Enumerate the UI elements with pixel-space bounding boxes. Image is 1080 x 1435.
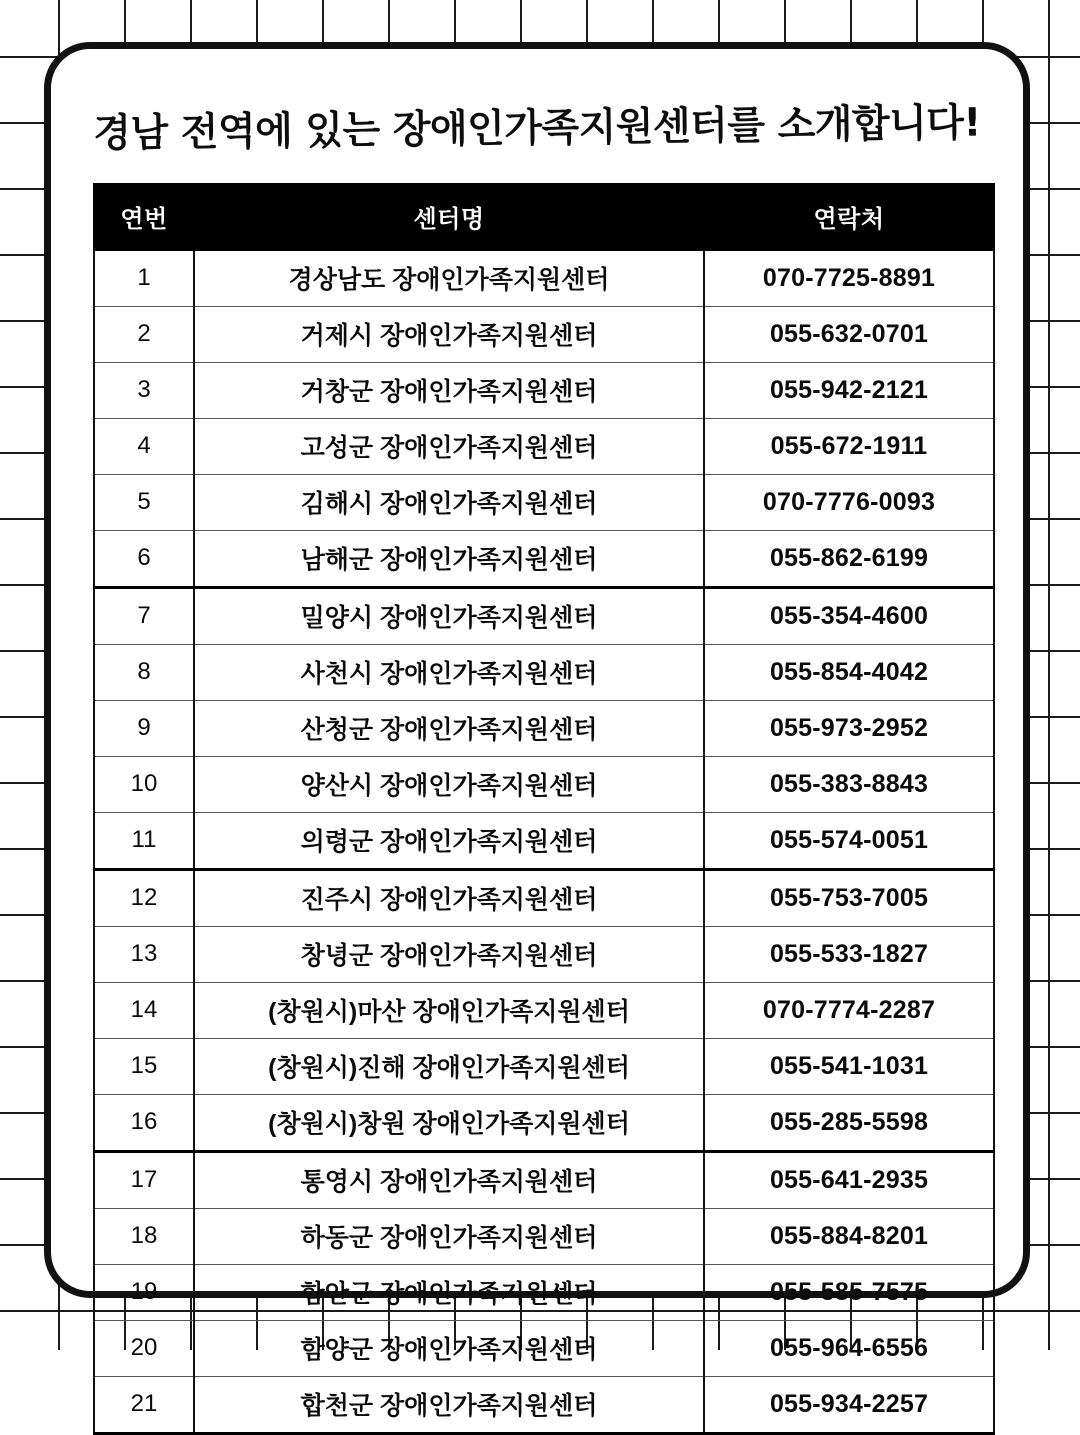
cell-phone[interactable]: 070-7776-0093 (704, 475, 994, 531)
cell-center-name: 양산시 장애인가족지원센터 (194, 757, 704, 813)
cell-no: 4 (94, 419, 194, 475)
cell-center-name: 경상남도 장애인가족지원센터 (194, 250, 704, 307)
cell-center-name: 창녕군 장애인가족지원센터 (194, 927, 704, 983)
cell-phone[interactable]: 055-632-0701 (704, 307, 994, 363)
cell-phone[interactable]: 055-541-1031 (704, 1039, 994, 1095)
cell-no: 6 (94, 531, 194, 588)
cell-center-name: 남해군 장애인가족지원센터 (194, 531, 704, 588)
cell-phone[interactable]: 055-934-2257 (704, 1377, 994, 1434)
table-row (94, 1152, 994, 1209)
cell-no: 7 (94, 588, 194, 645)
cell-no: 8 (94, 645, 194, 701)
cell-phone[interactable]: 055-641-2935 (704, 1152, 994, 1209)
column-header-name: 센터명 (194, 184, 704, 250)
cell-no: 18 (94, 1209, 194, 1265)
cell-no: 10 (94, 757, 194, 813)
cell-no: 21 (94, 1377, 194, 1434)
cell-center-name: 거창군 장애인가족지원센터 (194, 363, 704, 419)
column-header-phone: 연락처 (704, 184, 994, 250)
table-row (94, 1039, 994, 1095)
cell-center-name: 통영시 장애인가족지원센터 (194, 1152, 704, 1209)
table-row (94, 363, 994, 419)
cell-center-name: (창원시)마산 장애인가족지원센터 (194, 983, 704, 1039)
cell-center-name: 사천시 장애인가족지원센터 (194, 645, 704, 701)
cell-no: 20 (94, 1321, 194, 1377)
cell-phone[interactable]: 055-973-2952 (704, 701, 994, 757)
page-title: 경남 전역에 있는 장애인가족지원센터를 소개합니다! (93, 100, 982, 157)
cell-no: 1 (94, 250, 194, 307)
table-row (94, 645, 994, 701)
cell-phone[interactable]: 055-354-4600 (704, 588, 994, 645)
cell-center-name: 밀양시 장애인가족지원센터 (194, 588, 704, 645)
cell-phone[interactable]: 055-285-5598 (704, 1095, 994, 1152)
table-row (94, 250, 994, 307)
cell-center-name: 고성군 장애인가족지원센터 (194, 419, 704, 475)
cell-phone[interactable]: 055-585-7575 (704, 1265, 994, 1321)
cell-no: 11 (94, 813, 194, 870)
cell-no: 16 (94, 1095, 194, 1152)
cell-center-name: 함안군 장애인가족지원센터 (194, 1265, 704, 1321)
table-body (94, 250, 994, 1434)
cell-phone[interactable]: 055-854-4042 (704, 645, 994, 701)
cell-no: 5 (94, 475, 194, 531)
table-row (94, 813, 994, 870)
cell-no: 17 (94, 1152, 194, 1209)
table-row (94, 475, 994, 531)
cell-phone[interactable]: 055-672-1911 (704, 419, 994, 475)
column-header-no: 연번 (94, 184, 194, 250)
cell-center-name: 진주시 장애인가족지원센터 (194, 870, 704, 927)
cell-no: 2 (94, 307, 194, 363)
cell-center-name: 의령군 장애인가족지원센터 (194, 813, 704, 870)
table-row (94, 927, 994, 983)
table-row (94, 1265, 994, 1321)
table-row (94, 1209, 994, 1265)
table-row (94, 983, 994, 1039)
cell-center-name: 하동군 장애인가족지원센터 (194, 1209, 704, 1265)
cell-phone[interactable]: 055-383-8843 (704, 757, 994, 813)
cell-phone[interactable]: 055-753-7005 (704, 870, 994, 927)
table-row (94, 531, 994, 588)
cell-no: 3 (94, 363, 194, 419)
table-row (94, 588, 994, 645)
cell-phone[interactable]: 055-884-8201 (704, 1209, 994, 1265)
table-row (94, 870, 994, 927)
cell-center-name: 함양군 장애인가족지원센터 (194, 1321, 704, 1377)
table-header-row (94, 184, 994, 250)
cell-phone[interactable]: 070-7725-8891 (704, 250, 994, 307)
cell-center-name: 산청군 장애인가족지원센터 (194, 701, 704, 757)
table-header (94, 184, 994, 250)
table-row (94, 757, 994, 813)
table-row (94, 1095, 994, 1152)
cell-center-name: 김해시 장애인가족지원센터 (194, 475, 704, 531)
cell-no: 19 (94, 1265, 194, 1321)
cell-phone[interactable]: 070-7774-2287 (704, 983, 994, 1039)
cell-no: 15 (94, 1039, 194, 1095)
cell-no: 14 (94, 983, 194, 1039)
cell-phone[interactable]: 055-964-6556 (704, 1321, 994, 1377)
cell-no: 13 (94, 927, 194, 983)
table-row (94, 1377, 994, 1434)
cell-phone[interactable]: 055-574-0051 (704, 813, 994, 870)
table-row (94, 1321, 994, 1377)
table-row (94, 701, 994, 757)
cell-no: 9 (94, 701, 194, 757)
cell-center-name: (창원시)진해 장애인가족지원센터 (194, 1039, 704, 1095)
cell-phone[interactable]: 055-533-1827 (704, 927, 994, 983)
cell-no: 12 (94, 870, 194, 927)
centers-table (93, 183, 995, 1435)
cell-phone[interactable]: 055-862-6199 (704, 531, 994, 588)
centers-table-container (93, 183, 981, 1435)
table-row (94, 307, 994, 363)
cell-center-name: (창원시)창원 장애인가족지원센터 (194, 1095, 704, 1152)
cell-center-name: 거제시 장애인가족지원센터 (194, 307, 704, 363)
cell-center-name: 합천군 장애인가족지원센터 (194, 1377, 704, 1434)
content-card (44, 42, 1030, 1420)
cell-phone[interactable]: 055-942-2121 (704, 363, 994, 419)
table-row (94, 419, 994, 475)
